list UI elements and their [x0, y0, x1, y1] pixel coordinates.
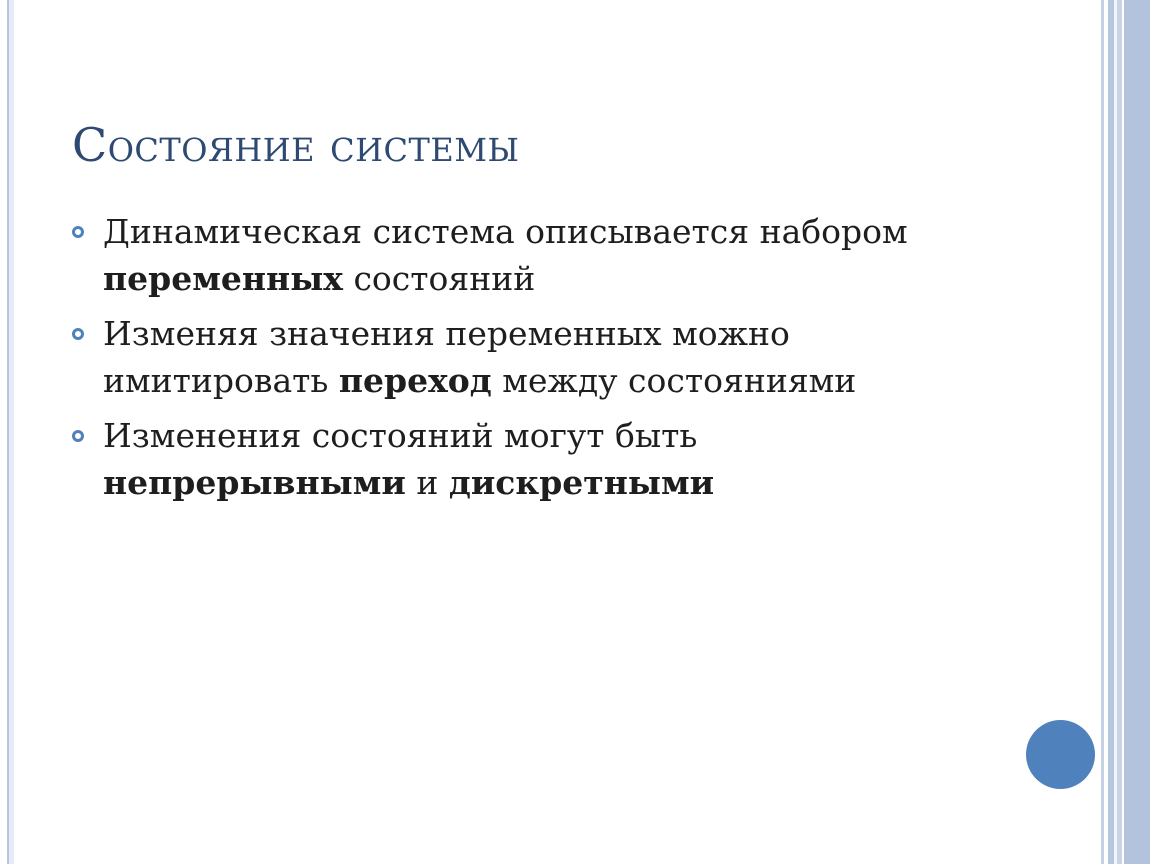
bullet-item-3	[72, 412, 972, 506]
bullet-3-text-mid: и	[405, 463, 449, 502]
bullet-3-text-line1: Изменения состояний могут быть	[103, 416, 698, 455]
bullet-1-text-rest: состояний	[342, 259, 536, 298]
decorative-circle	[1026, 720, 1095, 789]
bullet-2-text-line1: Изменяя значения переменных можно	[103, 314, 790, 353]
left-border-decoration	[0, 0, 14, 864]
bullet-2-text-rest: между состояниями	[491, 361, 857, 400]
bullet-item-1	[72, 208, 972, 302]
bullet-item-2	[72, 310, 972, 404]
bullet-list	[72, 208, 972, 514]
bullet-3-bold-term-a: непрерывными	[103, 463, 406, 502]
bullet-1-bold-term: переменных	[103, 259, 343, 298]
bullet-2-bold-term: переход	[338, 361, 492, 400]
slide-title: Состояние системы	[72, 118, 520, 172]
bullet-circle-icon	[72, 226, 84, 238]
bullet-1-text-line1: Динамическая система описывается набором	[103, 212, 908, 251]
bullet-3-bold-term-b: дискретными	[448, 463, 715, 502]
bullet-circle-icon	[72, 328, 84, 340]
bullet-2-text-pre: имитировать	[103, 361, 339, 400]
right-stripe-decoration	[1098, 0, 1150, 864]
bullet-circle-icon	[72, 430, 84, 442]
